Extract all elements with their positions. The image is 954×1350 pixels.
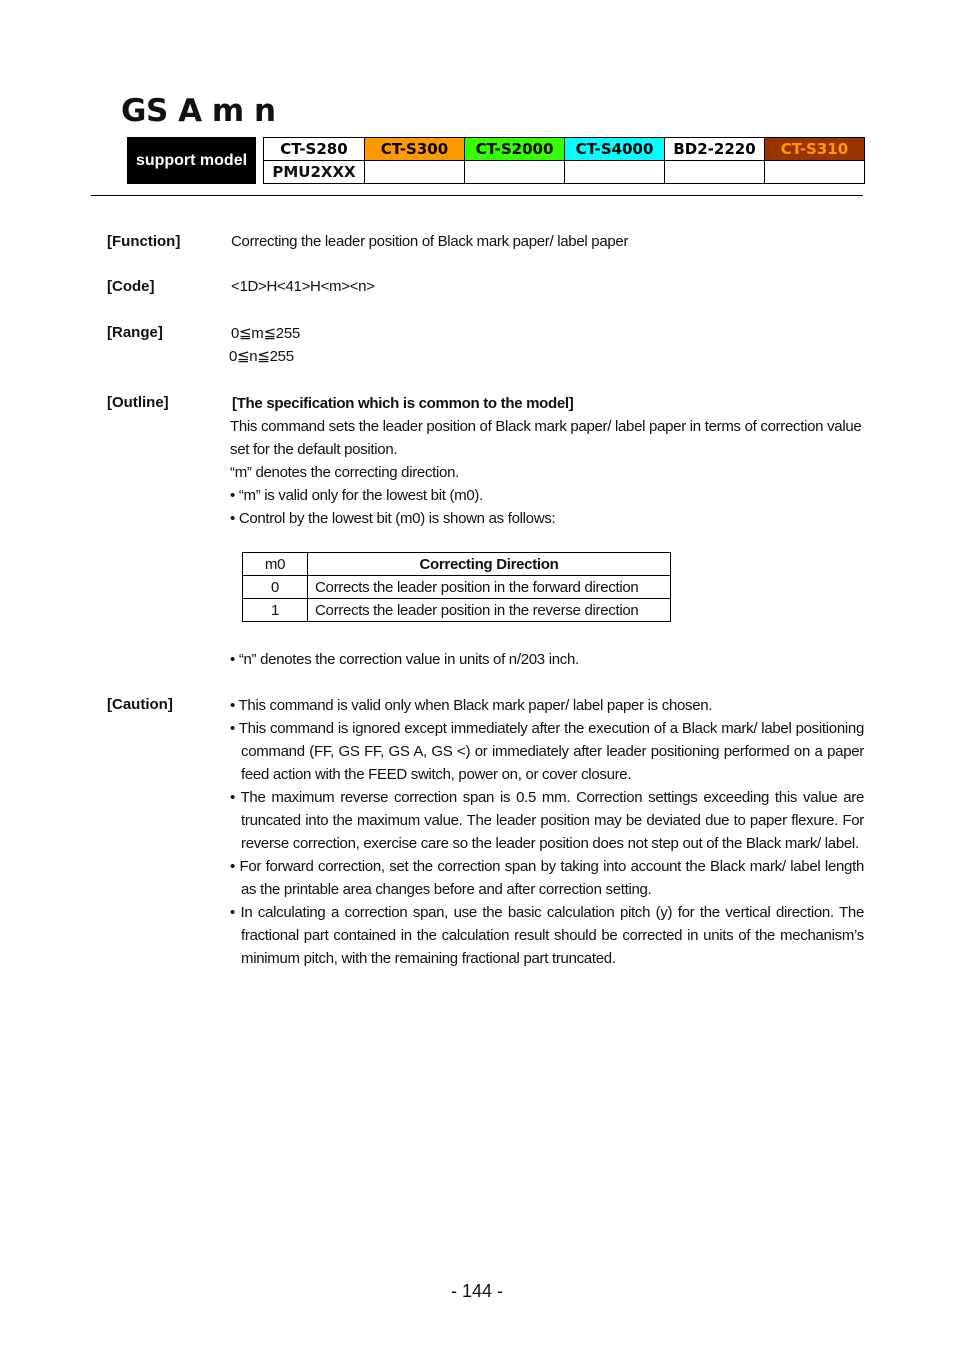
correcting-direction-table <box>242 552 671 622</box>
table-header-row <box>243 553 671 576</box>
model-cell <box>565 161 665 184</box>
range-line-1: 0≦m≦255 <box>231 325 300 342</box>
caution-item: • This command is valid only when Black mark paper/ label paper is chosen. <box>230 697 713 714</box>
model-cell: CT-S310 <box>765 138 865 161</box>
model-cell: CT-S2000 <box>465 138 565 161</box>
caution-body <box>230 694 864 970</box>
model-cell: CT-S300 <box>365 138 465 161</box>
outline-paragraph: This command sets the leader position of Black mark paper/ label paper in terms of correction value set for the default position. <box>230 418 862 458</box>
code-text: <1D>H<41>H<m><n> <box>231 278 375 295</box>
outline-bullet: • “n” denotes the correction value in units of n/203 inch. <box>230 651 579 668</box>
outline-bullet: • “m” is valid only for the lowest bit (m0). <box>230 487 483 504</box>
caution-item: • The maximum reverse correction span is 0.5 mm. Correction settings exceeding this value are truncated into the maximum value. The leader position may be deviated due to paper flexure. For reverse correction, exercise care so the leader position does not step out of the Black mark/ label. <box>230 789 864 852</box>
model-cell: CT-S280 <box>264 138 365 161</box>
support-model-label: support model <box>127 137 258 184</box>
model-row-primary <box>264 138 865 161</box>
model-row-secondary <box>264 161 865 184</box>
model-cell <box>365 161 465 184</box>
page-number: - 144 - <box>450 1281 504 1301</box>
table-header-cell: m0 <box>243 553 308 576</box>
table-header-cell: Correcting Direction <box>308 553 671 576</box>
outline-bullet: • Control by the lowest bit (m0) is shown as follows: <box>230 510 556 527</box>
range-line-2: 0≦n≦255 <box>229 348 294 365</box>
outline-heading: [The specification which is common to the model] <box>232 395 574 412</box>
model-cell <box>465 161 565 184</box>
function-text: Correcting the leader position of Black mark paper/ label paper <box>231 233 629 250</box>
model-cell: CT-S4000 <box>565 138 665 161</box>
support-model-table <box>263 137 865 184</box>
table-cell: 1 <box>243 599 308 622</box>
caution-item: • For forward correction, set the correction span by taking into account the Black mark/ label length as the printable area changes before and after correction setting. <box>230 858 864 898</box>
outline-label: [Outline] <box>107 394 169 411</box>
model-cell <box>765 161 865 184</box>
caution-item: • This command is ignored except immediately after the execution of a Black mark/ label positioning command (FF, GS FF, GS A, GS <) or immediately after leader positioning performed on a paper feed action with the FEED switch, power on, or cover closure. <box>230 720 864 783</box>
table-cell: 0 <box>243 576 308 599</box>
model-cell: BD2-2220 <box>665 138 765 161</box>
function-label: [Function] <box>107 233 181 250</box>
page-title: GS A m n <box>121 93 276 129</box>
model-cell: PMU2XXX <box>264 161 365 184</box>
outline-paragraph: “m” denotes the correcting direction. <box>230 464 460 481</box>
caution-label: [Caution] <box>107 696 173 713</box>
outline-body <box>230 392 864 530</box>
table-cell: Corrects the leader position in the forward direction <box>308 576 671 599</box>
table-row <box>243 576 671 599</box>
model-cell <box>665 161 765 184</box>
table-cell: Corrects the leader position in the reverse direction <box>308 599 671 622</box>
caution-item: • In calculating a correction span, use the basic calculation pitch (y) for the vertical direction. The fractional part contained in the calculation result should be corrected in units of the mechanism’s minimum pitch, with the remaining fractional part truncated. <box>230 904 864 967</box>
table-row <box>243 599 671 622</box>
code-label: [Code] <box>107 278 155 295</box>
header-divider <box>91 195 863 196</box>
range-label: [Range] <box>107 324 163 341</box>
